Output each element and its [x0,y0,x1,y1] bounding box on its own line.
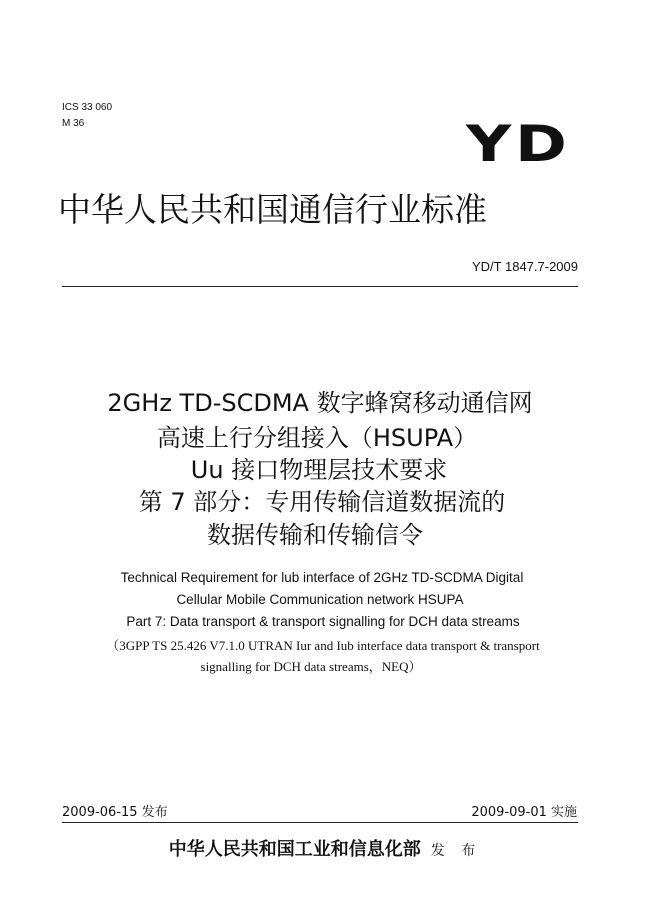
yd-logo: YD [466,115,571,173]
classification-code: M 36 [62,118,85,129]
issuer-action: 发 布 [430,843,482,859]
reference-line-2: signalling for DCH data streams，NEQ） [200,659,422,674]
title-en-line-1: Technical Requirement for lub interface of 2GHz TD-SCDMA Digital [120,570,524,585]
top-divider [62,286,578,287]
publish-date: 2009-06-15 发布 [62,805,168,820]
title-zh-line-3: Uu 接口物理层技术要求 [190,456,448,484]
title-en-line-2: Cellular Mobile Communication network HSUPA [176,592,464,607]
title-zh-line-2: 高速上行分组接入（HSUPA） [156,424,478,452]
standard-type-title: 中华人民共和国通信行业标准 [58,190,487,229]
effective-date: 2009-09-01 实施 [471,805,577,820]
issuer-line [0,838,650,863]
bottom-divider [62,822,578,823]
title-en-line-3: Part 7: Data transport & transport signalling for DCH data streams [126,614,520,629]
title-zh-line-4: 第 7 部分：专用传输信道数据流的 [138,488,506,516]
ics-code: ICS 33 060 [62,102,113,113]
title-zh-line-1: 2GHz TD-SCDMA 数字蜂窝移动通信网 [107,389,533,417]
issuer-name: 中华人民共和国工业和信息化部 [168,839,421,860]
standard-number: YD/T 1847.7-2009 [472,259,578,274]
reference-line-1: （3GPP TS 25.426 V7.1.0 UTRAN Iur and Iub interface data transport & transport [106,638,540,653]
title-zh-line-5: 数据传输和传输信令 [207,521,423,549]
